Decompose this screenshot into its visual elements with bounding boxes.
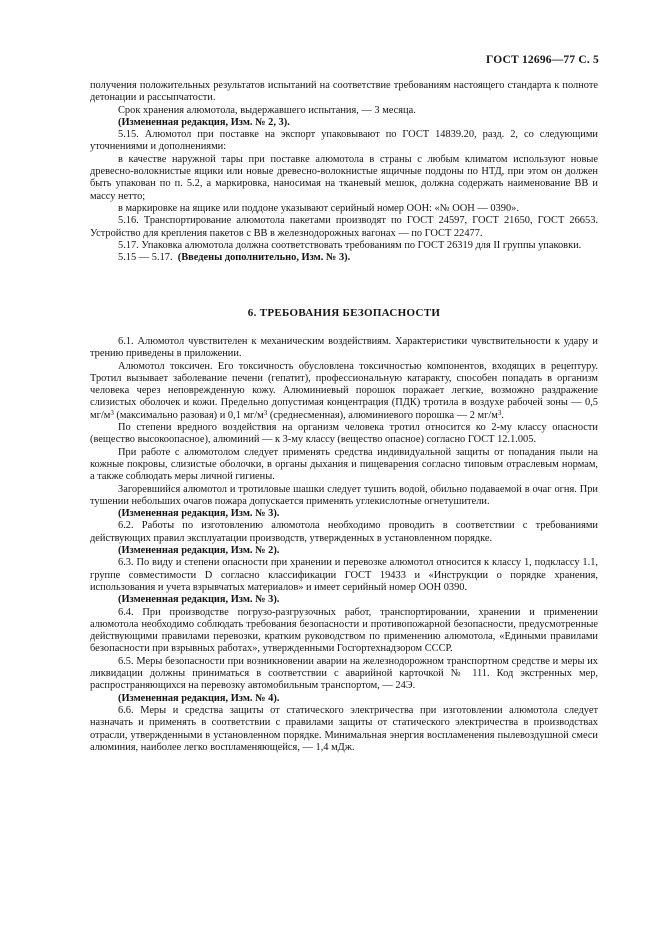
amendment-note: (Измененная редакция, Изм. № 4). xyxy=(118,692,280,704)
paragraph: в качестве наружной тары при поставке алюмотола в страны с любым климатом используют новые древесно-волокнистые ящики или новые древесно-волокнистые ящичные поддоны по НТД, при этом он должен быть упакован по п. 5.2, а маркировка, наносимая на тканевый мешок, должна содержать наименование ВВ и массу нетто; xyxy=(90,153,598,202)
paragraph: в маркировке на ящике или поддоне указывают серийный номер ООН: «№ ООН — 0390». xyxy=(118,202,519,214)
body-paragraphs xyxy=(90,422,598,754)
paragraph: 5.15. Алюмотол при поставке на экспорт упаковывают по ГОСТ 14839.20, разд. 2, со следующими уточнениями и дополнениями: xyxy=(90,129,598,153)
top-paragraphs xyxy=(90,80,598,252)
paragraph: 5.16. Транспортирование алюмотола пакетами производят по ГОСТ 24597, ГОСТ 21650, ГОСТ 26653. Устройство для крепления пакетов с ВВ в железнодорожных вагонах — по ГОСТ 22477. xyxy=(90,215,598,239)
intro-note xyxy=(90,252,598,264)
paragraph-6-1: 6.1. Алюмотол чувствителен к механическим воздействиям. Характеристики чувствительности к удару и трению приведены в приложении. xyxy=(90,336,598,360)
paragraph: 6.3. По виду и степени опасности при хранении и перевозке алюмотол относится к классу 1, подклассу 1.1, группе совместимости D согласно классификации ГОСТ 19433 и «Инструкции о порядке хранения, использования и учета взрывчатых материалов» и имеет серийный номер ООН 0390. xyxy=(90,557,598,593)
top-text-block xyxy=(90,80,598,264)
amendment-note: (Измененная редакция, Изм. № 2, 3). xyxy=(118,116,290,128)
paragraph: 6.4. При производстве погрузо-разгрузочных работ, транспортировании, хранении и применении алюмотола необходимо соблюдать требования безопасности и противопожарной безопасности, предусмотренные действующими правилами перевозки, кратким руководством по применению алюмотола, «Едиными правилами безопасности при взрывных работах», утвержденными Госгортехнадзором СССР. xyxy=(90,606,598,655)
amendment-note: (Измененная редакция, Изм. № 3). xyxy=(118,508,280,520)
section-6-body xyxy=(90,336,598,754)
amendment-note: (Измененная редакция, Изм. № 2). xyxy=(118,545,280,557)
section-6 xyxy=(90,307,598,319)
paragraph-toxicity: Алюмотол токсичен. Его токсичность обусловлена токсичностью компонентов, входящих в рецептуру. Тротил вызывает заболевание печени (гепатит), профессиональную катаракту, способен попадать в организм человека через неповрежденную кожу. Алюминиевый порошок поражает легкие, возможно раздражение слизистых оболочек и кожи. Предельно допустимая концентрация (ПДК) тротила в воздухе рабочей зоны — 0,5 $мг/м^3$ (максимально разовая) и 0,1 $мг/м^3$ (среднесменная), алюминиевого порошка — 2 $мг/м^3$. xyxy=(90,360,598,421)
paragraph: По степени вредного воздействия на организм человека тротил относится ко 2-му классу опасности (вещество высокоопасное), алюминий — к 3-му классу (вещество опасное) согласно ГОСТ 12.1.005. xyxy=(90,422,598,446)
paragraph: Загоревшийся алюмотол и тротиловые шашки следует тушить водой, обильно подаваемой в очаг огня. При тушении небольших очагов пожара допускается применять углекислотные огнетушители. xyxy=(90,483,598,507)
paragraph: При работе с алюмотолом следует применять средства индивидуальной защиты от попадания пыли на кожные покровы, слизистые оболочки, в органы дыхания и пищеварения согласно типовым отраслевым нормам, а также соблюдать меры личной гигиены. xyxy=(90,446,598,483)
paragraph: Срок хранения алюмотола, выдержавшего испытания, — 3 месяца. xyxy=(118,104,416,116)
section-title: 6. ТРЕБОВАНИЯ БЕЗОПАСНОСТИ xyxy=(247,307,441,319)
paragraph: получения положительных результатов испытаний на соответствие требованиям настоящего стандарта к полноте детонации и рассыпчатости. xyxy=(90,80,598,104)
page-header: ГОСТ 12696—77 С. 5 xyxy=(486,54,599,66)
intro-note-bold: (Введены дополнительно, Изм. № 3). xyxy=(177,252,351,264)
paragraph: 6.2. Работы по изготовлению алюмотола необходимо проводить в соответствии с требованиями действующих правил эксплуатации производств, утвержденных в установленном порядке. xyxy=(90,520,598,544)
paragraph: 5.17. Упаковка алюмотола должна соответствовать требованиям по ГОСТ 26319 для II группы упаковки. xyxy=(118,239,582,251)
intro-note-prefix: 5.15 — 5.17. xyxy=(118,252,173,264)
paragraph: 6.6. Меры и средства защиты от статического электричества при изготовлении алюмотола следует назначать и применять в соответствии с правилами защиты от статического электричества в производствах отрасли, утвержденными в установленном порядке. Минимальная энергия воспламенения пылевоздушной смеси алюминия, наиболее легко воспламеняющейся, — 1,4 мДж. xyxy=(90,704,598,753)
paragraph: 6.5. Меры безопасности при возникновении аварии на железнодорожном транспортном средстве и меры их ликвидации должны приниматься в соответствии с аварийной карточкой № 111. Код экстренных мер, распространяющихся на перевозку автомобильным транспортом, — 24Э. xyxy=(90,655,598,692)
amendment-note: (Измененная редакция, Изм. № 3). xyxy=(118,594,280,606)
